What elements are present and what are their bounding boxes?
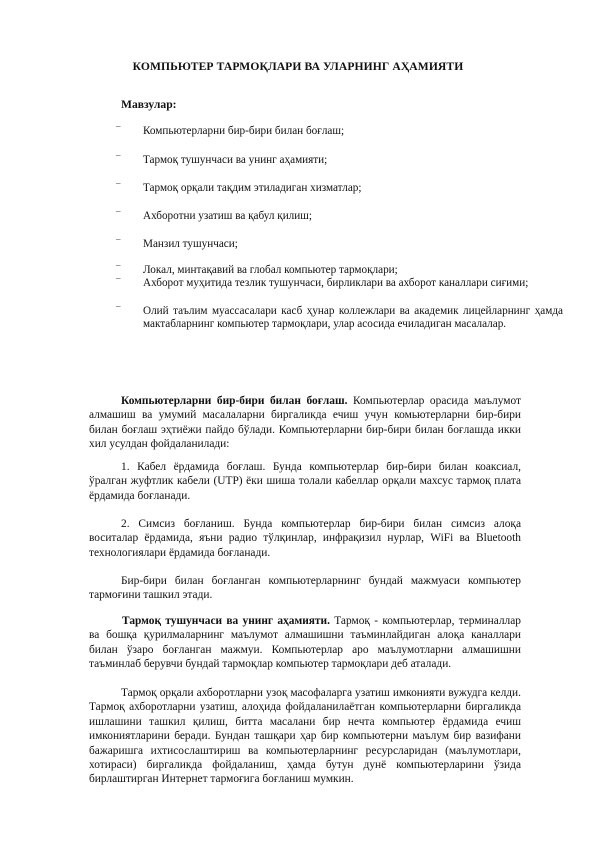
topic-text: Тармоқ тушунчаси ва унинг аҳамияти; xyxy=(143,154,328,166)
paragraph-heading: Тармоқ тушунчаси ва унинг аҳамияти. xyxy=(122,615,330,627)
bullet-icon: – xyxy=(116,301,121,311)
paragraph-text: Тармоқ - компьютерлар, терминаллар ва бошқа қурилмаларнинг маълумот алмашишни таъминлайдиган алоқа каналлари билан ўзаро боғланган мажмуи. Компьютерлар аро маълумотларни алмашишни таъминлаб берувчи бундай тармоқлар компьютер тармоқлари деб аталади. xyxy=(89,615,521,671)
topic-text: Манзил тушунчаси; xyxy=(143,238,238,250)
topic-text: Локал, минтақавий ва глобал компьютер тармоқлари; xyxy=(143,264,398,276)
bullet-icon: – xyxy=(116,178,121,188)
topic-text: Ахборотни узатиш ва қабул қилиш; xyxy=(143,210,312,222)
paragraph-text: 1. Кабел ёрдамида боғлаш. Бунда компьютерлар бир-бири билан коаксиал, ўралган жуфтлик кабели (UTP) ёки шиша толали кабеллар орқали махсус тармоқ плата ёрдамида боғланади. xyxy=(89,461,521,502)
paragraph-text: Бир-бири билан боғланган компьютерларнинг бундай мажмуаси компьютер тармоғини ташкил этади. xyxy=(89,575,521,602)
topic-text: Компьютерларни бир-бири билан боғлаш; xyxy=(143,125,345,137)
bullet-icon: – xyxy=(116,260,121,270)
bullet-icon: – xyxy=(116,206,121,216)
paragraph-text: Тармоқ орқали ахборотларни узоқ масофаларга узатиш имконияти вужудга келди. Тармоқ ахборотларни узатиш, алоҳида фойдаланилаётган компьютерларни биргаликда ишлашини ташкил қилиш, битта масалани бир нечта компьютер ёрдамида ечиш имкониятларини беради. Бундан ташқари ҳар бир компьютерни маълум бир вазифани бажаришга ихтисослаштириш ва компьютерларнинг ресурсларидан (маълумотлари, хотираси) биргаликда фойдаланиш, ҳамда бутун дунё компьютерларини ўзида бирлаштирган Интернет тармоғига боғланиш мумкин. xyxy=(89,687,521,786)
paragraph xyxy=(89,574,521,603)
bullet-icon: – xyxy=(116,234,121,244)
paragraph xyxy=(89,517,521,560)
topic-text: Тармоқ орқали тақдим этиладиган хизматлар; xyxy=(143,182,362,194)
paragraph xyxy=(89,614,521,672)
paragraph xyxy=(89,686,521,787)
topic-text: Олий таълим муассасалари касб ҳунар коллежлари ва академик лицейларнинг ҳамда мактабларнинг компьютер тармоқлари, улар асосида ечиладиган масалалар. xyxy=(143,305,563,331)
paragraph-heading: Компьютерларни бир-бири билан боғлаш. xyxy=(121,395,348,407)
bullet-icon: – xyxy=(116,273,121,283)
paragraph xyxy=(89,460,521,503)
bullet-icon: – xyxy=(116,121,121,131)
topics-heading: Мавзулар: xyxy=(121,98,177,111)
topic-text: Ахборот муҳитида тезлик тушунчаси, бирликлари ва ахборот каналлари сиғими; xyxy=(143,277,529,289)
paragraph xyxy=(89,394,521,452)
bullet-icon: – xyxy=(116,150,121,160)
paragraph-text: 2. Симсиз боғланиш. Бунда компьютерлар бир-бири билан симсиз алоқа воситалар ёрдамида, яъни радио тўлқинлар, инфрақизил нурлар, WiFi ва Bluetooth технологиялари ёрдамида боғланади. xyxy=(89,518,521,559)
paragraph-text: Компьютерлар орасида маълумот алмашиш ва умумий масалаларни биргаликда ечиш учун комьютерларни бир-бири билан боғлаш эҳтиёжи пайдо бўлади. Компьютерларни бир-бири билан боғлашда икки хил усулдан фойдаланилади: xyxy=(89,395,521,451)
document-title: КОМПЬЮТЕР ТАРМОҚЛАРИ ВА УЛАРНИНГ АҲАМИЯТИ xyxy=(132,60,464,73)
